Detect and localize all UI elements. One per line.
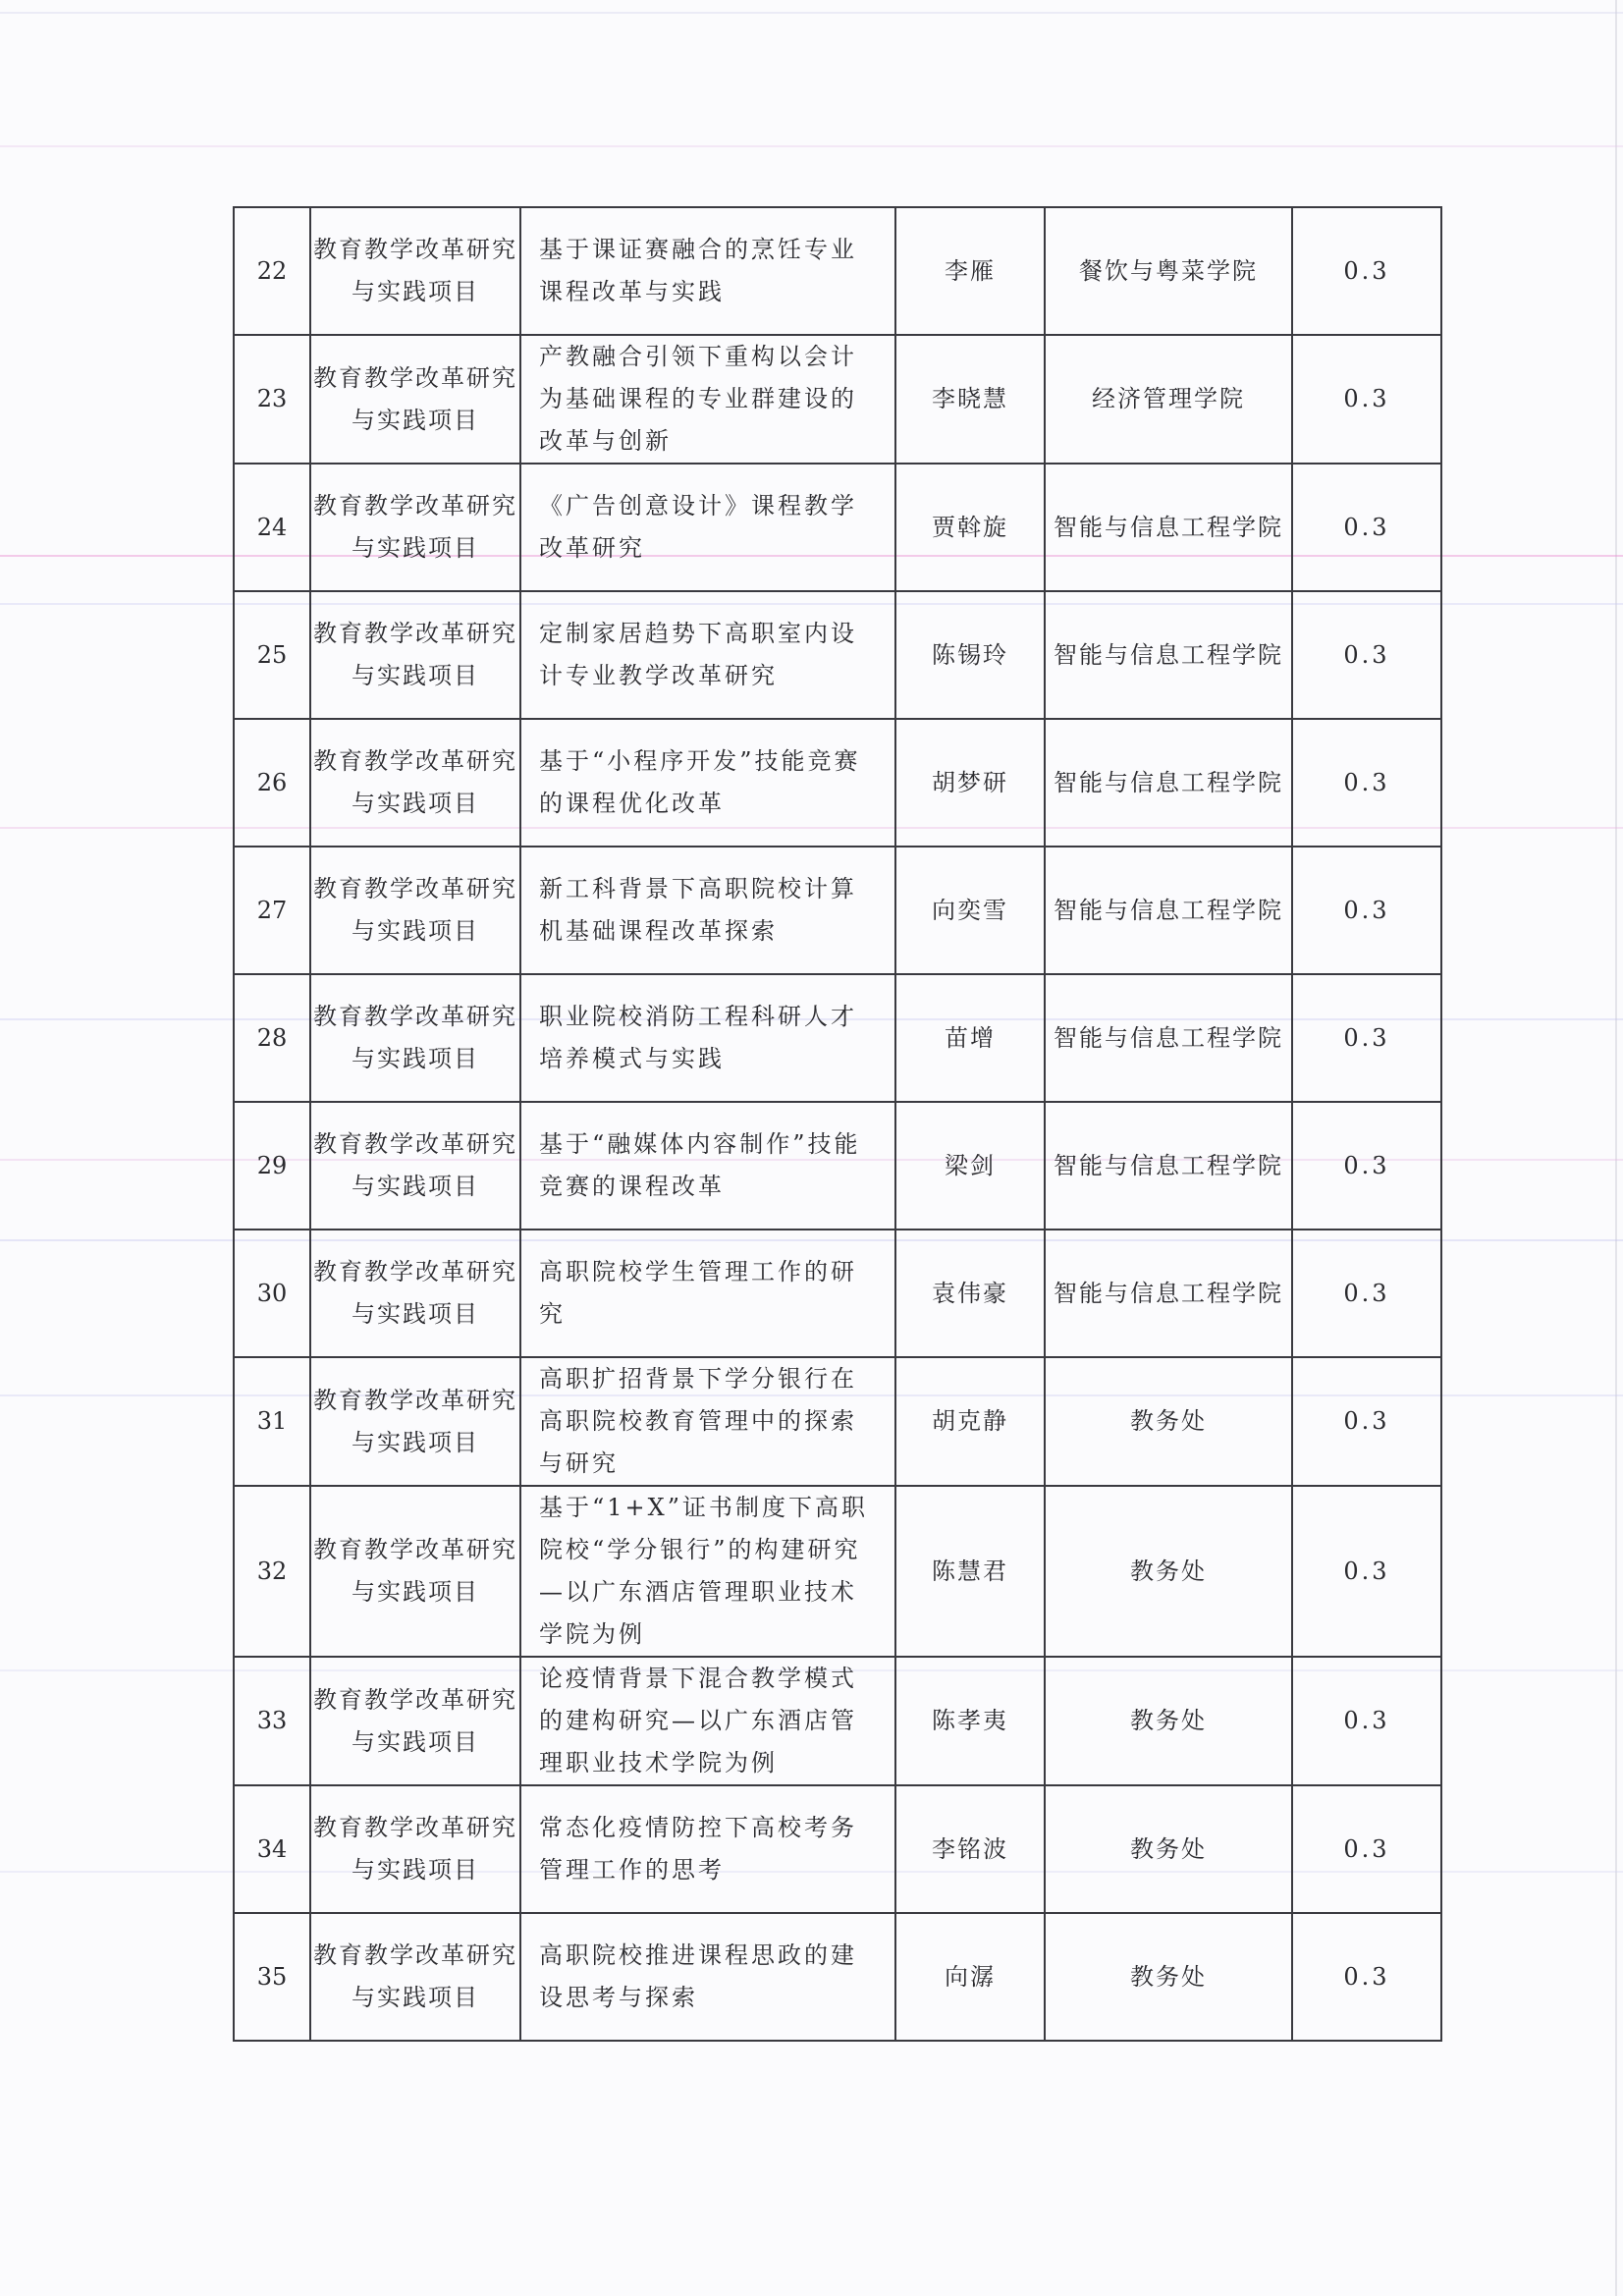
row-number-cell: 28 [234, 974, 310, 1102]
score-cell: 0.3 [1292, 1657, 1441, 1785]
project-leader-cell: 胡克静 [895, 1357, 1045, 1486]
project-title-cell: 《广告创意设计》课程教学改革研究 [520, 464, 895, 591]
department-cell: 教务处 [1045, 1657, 1292, 1785]
score-cell: 0.3 [1292, 464, 1441, 591]
table-row [234, 1657, 1441, 1785]
row-number-cell: 33 [234, 1657, 310, 1785]
project-leader-cell: 李铭波 [895, 1785, 1045, 1913]
scan-streak [0, 145, 1623, 147]
department-cell: 智能与信息工程学院 [1045, 1230, 1292, 1357]
project-type-cell: 教育教学改革研究与实践项目 [310, 207, 520, 335]
row-number-cell: 30 [234, 1230, 310, 1357]
score-cell: 0.3 [1292, 1913, 1441, 2041]
score-cell: 0.3 [1292, 1357, 1441, 1486]
score-cell: 0.3 [1292, 207, 1441, 335]
project-type-cell: 教育教学改革研究与实践项目 [310, 1486, 520, 1657]
department-cell: 经济管理学院 [1045, 335, 1292, 464]
project-leader-cell: 贾斡旋 [895, 464, 1045, 591]
project-type-cell: 教育教学改革研究与实践项目 [310, 591, 520, 719]
project-title-cell: 基于“1+X”证书制度下高职院校“学分银行”的构建研究—以广东酒店管理职业技术学院为例 [520, 1486, 895, 1657]
table-row [234, 974, 1441, 1102]
project-type-cell: 教育教学改革研究与实践项目 [310, 1913, 520, 2041]
department-cell: 智能与信息工程学院 [1045, 847, 1292, 974]
project-leader-cell: 陈孝夷 [895, 1657, 1045, 1785]
project-type-cell: 教育教学改革研究与实践项目 [310, 847, 520, 974]
project-leader-cell: 李雁 [895, 207, 1045, 335]
row-number-cell: 26 [234, 719, 310, 847]
project-title-cell: 常态化疫情防控下高校考务管理工作的思考 [520, 1785, 895, 1913]
department-cell: 智能与信息工程学院 [1045, 719, 1292, 847]
row-number-cell: 34 [234, 1785, 310, 1913]
project-type-cell: 教育教学改革研究与实践项目 [310, 1230, 520, 1357]
score-cell: 0.3 [1292, 335, 1441, 464]
table-row [234, 1102, 1441, 1230]
table-row [234, 1486, 1441, 1657]
table-row [234, 335, 1441, 464]
project-table [233, 206, 1442, 2042]
project-leader-cell: 向潺 [895, 1913, 1045, 2041]
row-number-cell: 27 [234, 847, 310, 974]
project-leader-cell: 陈慧君 [895, 1486, 1045, 1657]
department-cell: 教务处 [1045, 1357, 1292, 1486]
table-row [234, 591, 1441, 719]
project-type-cell: 教育教学改革研究与实践项目 [310, 719, 520, 847]
department-cell: 餐饮与粤菜学院 [1045, 207, 1292, 335]
score-cell: 0.3 [1292, 1486, 1441, 1657]
project-title-cell: 新工科背景下高职院校计算机基础课程改革探索 [520, 847, 895, 974]
project-leader-cell: 李晓慧 [895, 335, 1045, 464]
score-cell: 0.3 [1292, 1230, 1441, 1357]
score-cell: 0.3 [1292, 591, 1441, 719]
project-leader-cell: 陈锡玲 [895, 591, 1045, 719]
row-number-cell: 25 [234, 591, 310, 719]
row-number-cell: 29 [234, 1102, 310, 1230]
department-cell: 教务处 [1045, 1785, 1292, 1913]
score-cell: 0.3 [1292, 1102, 1441, 1230]
project-title-cell: 高职院校推进课程思政的建设思考与探索 [520, 1913, 895, 2041]
table-body [234, 207, 1441, 2041]
table-row [234, 1230, 1441, 1357]
project-title-cell: 定制家居趋势下高职室内设计专业教学改革研究 [520, 591, 895, 719]
table-row [234, 719, 1441, 847]
department-cell: 智能与信息工程学院 [1045, 1102, 1292, 1230]
project-type-cell: 教育教学改革研究与实践项目 [310, 1357, 520, 1486]
score-cell: 0.3 [1292, 974, 1441, 1102]
project-type-cell: 教育教学改革研究与实践项目 [310, 974, 520, 1102]
project-leader-cell: 袁伟豪 [895, 1230, 1045, 1357]
project-title-cell: 高职院校学生管理工作的研究 [520, 1230, 895, 1357]
department-cell: 教务处 [1045, 1486, 1292, 1657]
table-row [234, 1785, 1441, 1913]
project-title-cell: 基于“小程序开发”技能竞赛的课程优化改革 [520, 719, 895, 847]
project-title-cell: 职业院校消防工程科研人才培养模式与实践 [520, 974, 895, 1102]
project-leader-cell: 苗增 [895, 974, 1045, 1102]
project-type-cell: 教育教学改革研究与实践项目 [310, 1657, 520, 1785]
table-row [234, 847, 1441, 974]
project-title-cell: 基于“融媒体内容制作”技能竞赛的课程改革 [520, 1102, 895, 1230]
project-title-cell: 论疫情背景下混合教学模式的建构研究—以广东酒店管理职业技术学院为例 [520, 1657, 895, 1785]
project-title-cell: 基于课证赛融合的烹饪专业课程改革与实践 [520, 207, 895, 335]
row-number-cell: 32 [234, 1486, 310, 1657]
score-cell: 0.3 [1292, 847, 1441, 974]
project-type-cell: 教育教学改革研究与实践项目 [310, 1785, 520, 1913]
table-row [234, 207, 1441, 335]
project-leader-cell: 向奕雪 [895, 847, 1045, 974]
project-title-cell: 高职扩招背景下学分银行在高职院校教育管理中的探索与研究 [520, 1357, 895, 1486]
department-cell: 智能与信息工程学院 [1045, 591, 1292, 719]
row-number-cell: 23 [234, 335, 310, 464]
scan-streak [0, 12, 1623, 14]
score-cell: 0.3 [1292, 1785, 1441, 1913]
project-type-cell: 教育教学改革研究与实践项目 [310, 335, 520, 464]
row-number-cell: 22 [234, 207, 310, 335]
department-cell: 教务处 [1045, 1913, 1292, 2041]
row-number-cell: 35 [234, 1913, 310, 2041]
table-row [234, 464, 1441, 591]
project-title-cell: 产教融合引领下重构以会计为基础课程的专业群建设的改革与创新 [520, 335, 895, 464]
department-cell: 智能与信息工程学院 [1045, 464, 1292, 591]
project-leader-cell: 梁剑 [895, 1102, 1045, 1230]
page-edge [1615, 0, 1617, 2296]
project-type-cell: 教育教学改革研究与实践项目 [310, 464, 520, 591]
department-cell: 智能与信息工程学院 [1045, 974, 1292, 1102]
project-leader-cell: 胡梦研 [895, 719, 1045, 847]
row-number-cell: 24 [234, 464, 310, 591]
project-type-cell: 教育教学改革研究与实践项目 [310, 1102, 520, 1230]
row-number-cell: 31 [234, 1357, 310, 1486]
table-row [234, 1913, 1441, 2041]
table-row [234, 1357, 1441, 1486]
score-cell: 0.3 [1292, 719, 1441, 847]
